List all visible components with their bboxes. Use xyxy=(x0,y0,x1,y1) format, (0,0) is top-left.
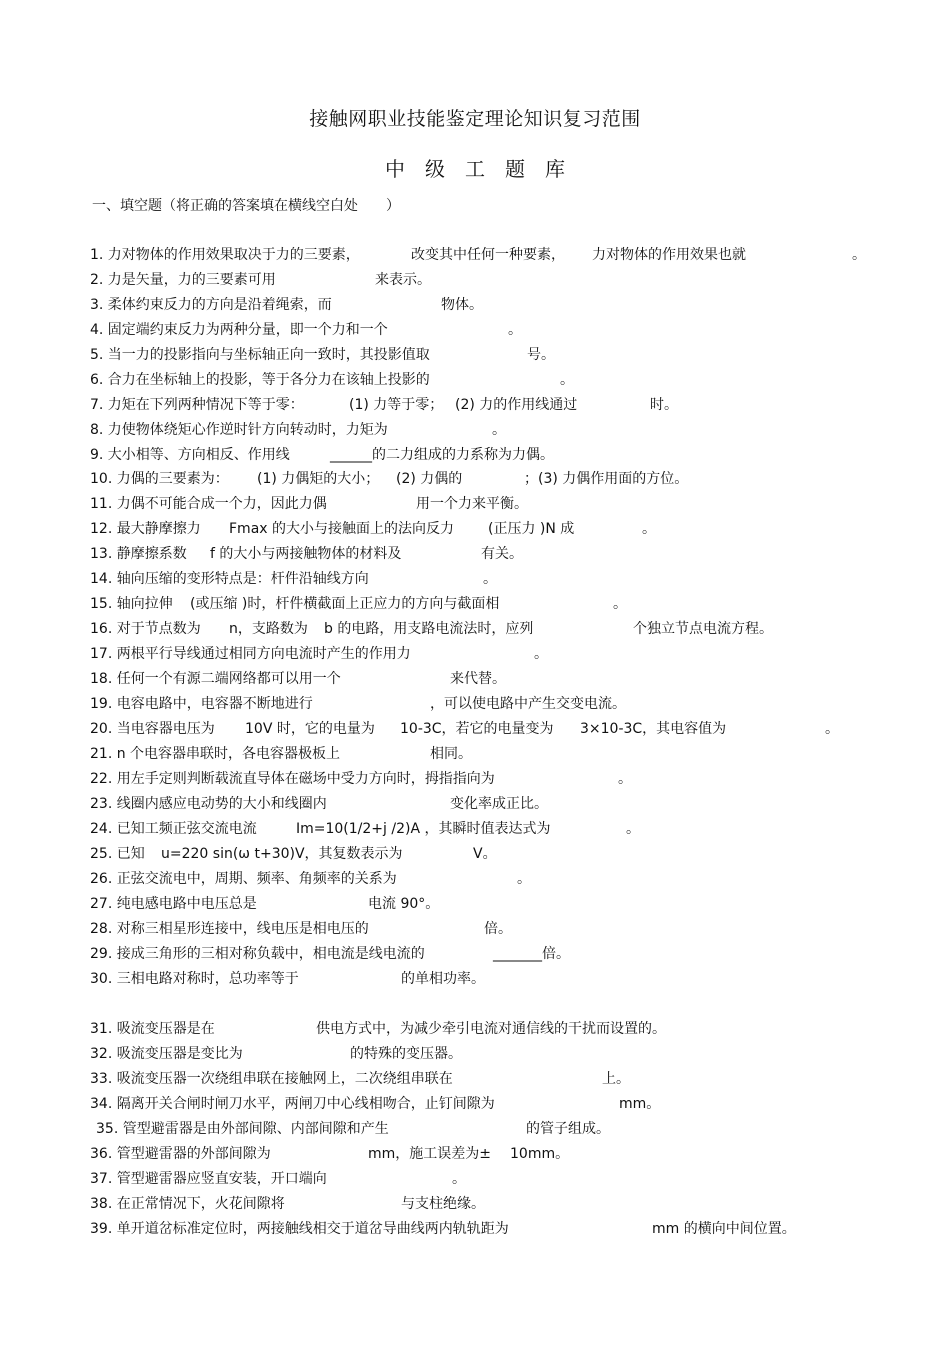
question-text-segment: 用一个力来平衡。 xyxy=(416,496,528,512)
question-text-segment: 。 xyxy=(852,247,866,263)
question-text-segment: 7. 力矩在下列两种情况下等于零： xyxy=(90,397,304,413)
question-text-segment: 16. 对于节点数为 xyxy=(90,621,201,637)
question-text-segment: 32. 吸流变压器是变比为 xyxy=(90,1046,243,1062)
question-text-segment: 21. n 个电容器串联时，各电容器极板上 xyxy=(90,746,341,762)
question-text-segment: 13. 静摩擦系数 xyxy=(90,546,187,562)
document-subtitle: 中 级 工 题 库 xyxy=(385,157,565,181)
question-text-segment: (或压缩 )时，杆件横截面上正应力的方向与截面相 xyxy=(190,596,500,612)
question-text-segment: 36. 管型避雷器的外部间隙为 xyxy=(90,1146,271,1162)
question-text-segment: 。 xyxy=(534,646,548,662)
question-text-segment: ；(3) 力偶作用面的方位。 xyxy=(524,471,689,487)
question-text-segment: 4. 固定端约束反力为两种分量，即一个力和一个 xyxy=(90,322,388,338)
question-text-segment: 。 xyxy=(492,422,506,438)
question-text-segment: 8. 力使物体绕矩心作逆时针方向转动时，力矩为 xyxy=(90,422,388,438)
question-text-segment: (1) 力偶矩的大小； xyxy=(257,471,380,487)
question-text-segment: 6. 合力在坐标轴上的投影，等于各分力在该轴上投影的 xyxy=(90,372,430,388)
question-text-segment: 的单相功率。 xyxy=(401,971,485,987)
question-text-segment: (1) 力等于零； xyxy=(349,397,444,413)
question-text-segment: u=220 sin(ω t+30)V，其复数表示为 xyxy=(161,846,403,862)
question-text-segment: 电流 90°。 xyxy=(368,896,440,912)
question-text-segment: (2) 力偶的 xyxy=(396,471,463,487)
question-text-segment: n，支路数为 xyxy=(229,621,308,637)
question-text-segment: mm。 xyxy=(619,1096,661,1112)
question-text-segment: 10mm。 xyxy=(510,1146,570,1162)
question-text-segment: 34. 隔离开关合闸时闸刀水平，两闸刀中心线相吻合，止钉间隙为 xyxy=(90,1096,495,1112)
question-text-segment: 。 xyxy=(626,821,640,837)
question-text-segment: 力对物体的作用效果也就 xyxy=(592,247,746,263)
question-text-segment: 18. 任何一个有源二端网络都可以用一个 xyxy=(90,671,341,687)
question-text-segment: 10V 时，它的电量为 xyxy=(245,721,375,737)
question-text-segment: 1. 力对物体的作用效果取决于力的三要素， xyxy=(90,247,360,263)
question-text-segment: 倍。 xyxy=(484,921,512,937)
question-text-segment: 与支柱绝缘。 xyxy=(401,1196,485,1212)
question-text-segment: 个独立节点电流方程。 xyxy=(633,621,773,637)
question-text-segment: 来代替。 xyxy=(450,671,506,687)
question-text-segment: 的特殊的变压器。 xyxy=(350,1046,462,1062)
question-text-segment: 2. 力是矢量，力的三要素可用 xyxy=(90,272,276,288)
question-text-segment: ，可以使电路中产生交变电流。 xyxy=(430,696,626,712)
question-text-segment: 25. 已知 xyxy=(90,846,145,862)
question-text-segment: 24. 已知工频正弦交流电流 xyxy=(90,821,257,837)
question-text-segment: V。 xyxy=(473,846,497,862)
question-text-segment: 。 xyxy=(560,372,574,388)
question-text-segment: Im=10(1/2+j /2)A ，其瞬时值表达式为 xyxy=(296,821,551,837)
question-text-segment: 31. 吸流变压器是在 xyxy=(90,1021,215,1037)
question-text-segment: 来表示。 xyxy=(375,272,431,288)
question-text-segment: (正压力 )N 成 xyxy=(488,521,575,537)
question-text-segment: 19. 电容电路中，电容器不断地进行 xyxy=(90,696,313,712)
question-text-segment: 。 xyxy=(825,721,839,737)
question-text-segment: _______倍。 xyxy=(493,946,570,962)
question-text-segment: 38. 在正常情况下，火花间隙将 xyxy=(90,1196,285,1212)
question-text-segment: 号。 xyxy=(527,347,555,363)
question-text-segment: 上。 xyxy=(602,1071,630,1087)
question-text-segment: 。 xyxy=(508,322,522,338)
question-text-segment: (2) 力的作用线通过 xyxy=(455,397,578,413)
question-text-segment: 相同。 xyxy=(430,746,472,762)
question-text-segment: 有关。 xyxy=(481,546,523,562)
question-text-segment: 的管子组成。 xyxy=(526,1121,610,1137)
question-text-segment: 3. 柔体约束反力的方向是沿着绳索，而 xyxy=(90,297,332,313)
question-text-segment: 35. 管型避雷器是由外部间隙、内部间隙和产生 xyxy=(96,1121,389,1137)
question-text-segment: Fmax 的大小与接触面上的法向反力 xyxy=(229,521,455,537)
question-text-segment: f 的大小与两接触物体的材料及 xyxy=(210,546,402,562)
question-text-segment: 20. 当电容器电压为 xyxy=(90,721,215,737)
question-text-segment: 5. 当一力的投影指向与坐标轴正向一致时，其投影值取 xyxy=(90,347,430,363)
question-text-segment: 28. 对称三相星形连接中，线电压是相电压的 xyxy=(90,921,369,937)
question-text-segment: 27. 纯电感电路中电压总是 xyxy=(90,896,257,912)
question-text-segment: 。 xyxy=(517,871,531,887)
question-text-segment: 。 xyxy=(642,521,656,537)
question-text-segment: 17. 两根平行导线通过相同方向电流时产生的作用力 xyxy=(90,646,411,662)
question-text-segment: 14. 轴向压缩的变形特点是：杆件沿轴线方向 xyxy=(90,571,369,587)
question-text-segment: 。 xyxy=(618,771,632,787)
question-text-segment: 10-3C，若它的电量变为 xyxy=(400,721,554,737)
question-text-segment: mm，施工误差为± xyxy=(368,1146,492,1162)
question-text-segment: 。 xyxy=(452,1171,466,1187)
question-text-segment: 37. 管型避雷器应竖直安装，开口端向 xyxy=(90,1171,327,1187)
question-text-segment: 变化率成正比。 xyxy=(450,796,548,812)
question-text-segment: ______的二力组成的力系称为力偶。 xyxy=(330,447,554,463)
question-text-segment: 39. 单开道岔标准定位时，两接触线相交于道岔导曲线两内轨轨距为 xyxy=(90,1221,509,1237)
question-text-segment: 22. 用左手定则判断载流直导体在磁场中受力方向时，拇指指向为 xyxy=(90,771,495,787)
question-text-segment: 15. 轴向拉伸 xyxy=(90,596,173,612)
question-text-segment: 物体。 xyxy=(441,297,483,313)
question-text-segment: b 的电路，用支路电流法时，应列 xyxy=(324,621,534,637)
question-text-segment: 供电方式中，为减少牵引电流对通信线的干扰而设置的。 xyxy=(316,1021,666,1037)
section-heading: 一、填空题（将正确的答案填在横线空白处 ） xyxy=(92,198,400,214)
question-text-segment: 26. 正弦交流电中，周期、频率、角频率的关系为 xyxy=(90,871,397,887)
question-text-segment: 9. 大小相等、方向相反、作用线 xyxy=(90,447,290,463)
document-title: 接触网职业技能鉴定理论知识复习范围 xyxy=(309,108,641,130)
question-text-segment: 。 xyxy=(483,571,497,587)
question-text-segment: mm 的横向中间位置。 xyxy=(652,1221,796,1237)
question-text-segment: 时。 xyxy=(650,397,678,413)
question-text-segment: 23. 线圈内感应电动势的大小和线圈内 xyxy=(90,796,327,812)
question-text-segment: 33. 吸流变压器一次绕组串联在接触网上，二次绕组串联在 xyxy=(90,1071,453,1087)
question-text-segment: 。 xyxy=(613,596,627,612)
question-text-segment: 29. 接成三角形的三相对称负载中，相电流是线电流的 xyxy=(90,946,425,962)
question-text-segment: 12. 最大静摩擦力 xyxy=(90,521,201,537)
question-text-segment: 改变其中任何一种要素， xyxy=(411,247,565,263)
question-text-segment: 30. 三相电路对称时，总功率等于 xyxy=(90,971,299,987)
question-text-segment: 11. 力偶不可能合成一个力，因此力偶 xyxy=(90,496,327,512)
question-text-segment: 3×10-3C，其电容值为 xyxy=(580,721,727,737)
question-text-segment: 10. 力偶的三要素为： xyxy=(90,471,229,487)
